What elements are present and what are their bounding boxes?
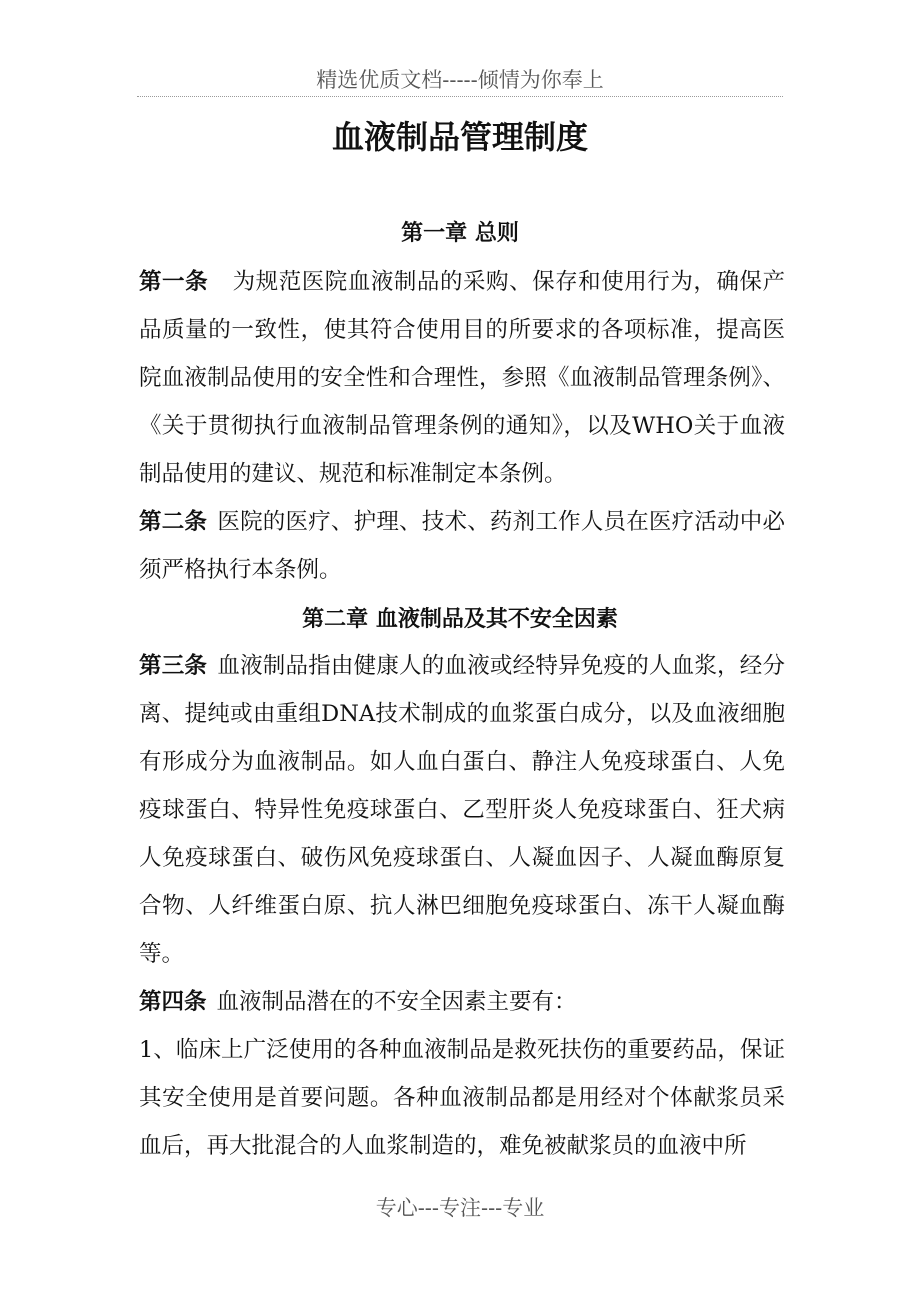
article-text: 血液制品指由健康人的血液或经特异免疫的人血浆，经分离、提纯或由重组DNA技术制成的血浆蛋白成分，以及血液细胞有形成分为血液制品。如人血白蛋白、静注人免疫球蛋白、人免疫球蛋白、特异性免疫球蛋白、乙型肝炎人免疫球蛋白、狂犬病人免疫球蛋白、破伤风免疫球蛋白、人凝血因子、人凝血酶原复合物、人纤维蛋白原、抗人淋巴细胞免疫球蛋白、冻干人凝血酶等。: [139, 653, 785, 967]
article-text: 为规范医院血液制品的采购、保存和使用行为，确保产品质量的一致性，使其符合使用目的所要求的各项标准，提高医院血液制品使用的安全性和合理性，参照《血液制品管理条例》、《关于贯彻执行血液制品管理条例的通知》，以及WHO关于血液制品使用的建议、规范和标准制定本条例。: [139, 269, 785, 487]
article-1: [139, 258, 785, 498]
page-header: 精选优质文档-----倾情为你奉上: [316, 68, 604, 92]
list-item-1: 1、临床上广泛使用的各种血液制品是救死扶伤的重要药品，保证其安全使用是首要问题。各种血液制品都是用经对个体献浆员采血后，再大批混合的人血浆制造的，难免被献浆员的血液中所: [139, 1037, 785, 1159]
article-text: 血液制品潜在的不安全因素主要有：: [216, 989, 577, 1015]
document-title: 血液制品管理制度: [331, 118, 588, 156]
article-label: 第四条: [139, 989, 207, 1015]
article-4: [139, 978, 785, 1026]
article-3: [139, 642, 785, 978]
chapter-heading-2: 第二章 血液制品及其不安全因素: [302, 606, 618, 632]
chapter-heading-1: 第一章 总则: [401, 220, 519, 246]
article-2: [139, 498, 785, 594]
article-label: 第二条: [139, 509, 208, 535]
page-footer: 专心---专注---专业: [375, 1196, 545, 1220]
article-label: 第三条: [139, 653, 208, 679]
article-text: 医院的医疗、护理、技术、药剂工作人员在医疗活动中必须严格执行本条例。: [139, 509, 785, 583]
article-label: 第一条: [139, 269, 209, 295]
header-divider: [137, 96, 783, 97]
